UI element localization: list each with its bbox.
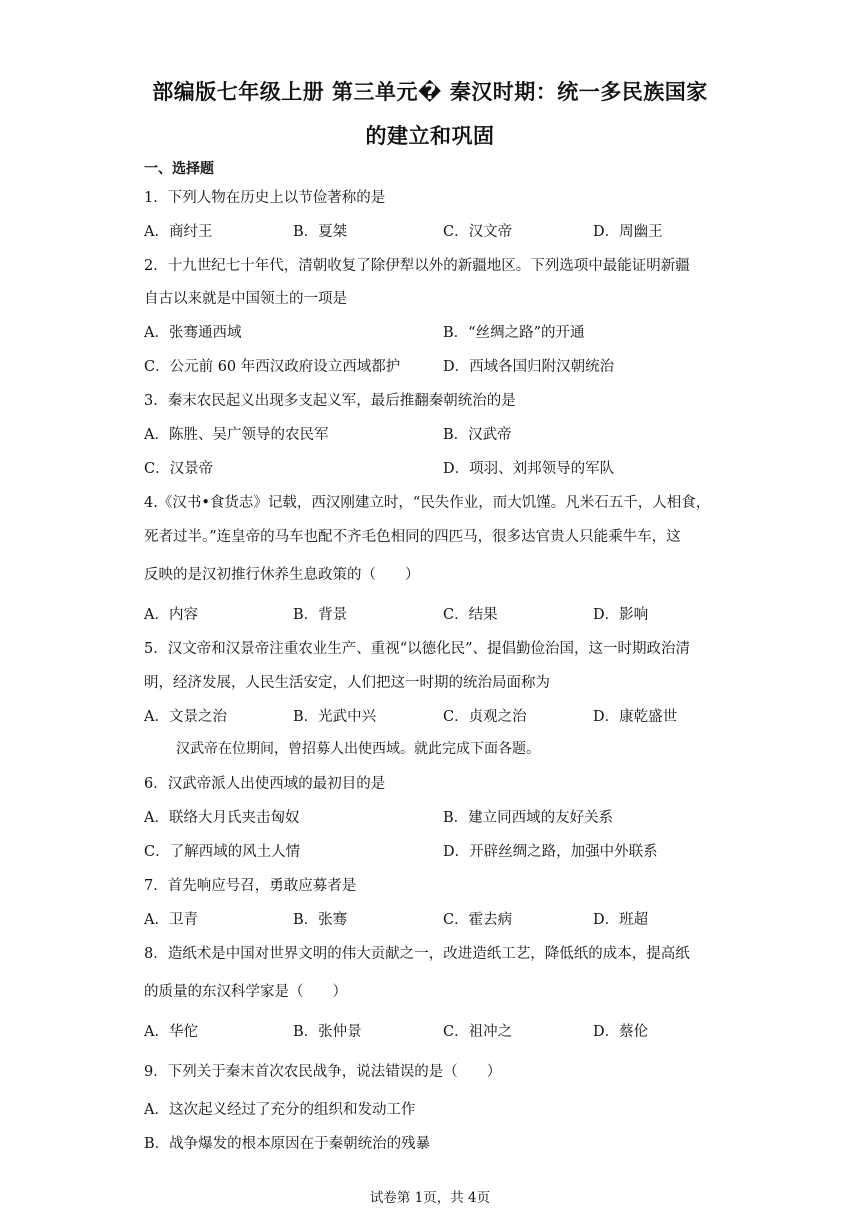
question-8-stem-line-2: 的质量的东汉科学家是（ ） xyxy=(144,984,347,1000)
question-7-stem: 7．首先响应号召，勇敢应募者是 xyxy=(144,878,357,894)
question-6-stem: 6．汉武帝派人出使西域的最初目的是 xyxy=(144,776,386,792)
question-4-stem-line-1: 4.《汉书•食货志》记载，西汉刚建立时，“民失作业，而大饥馑。凡米石五千，人相食， xyxy=(144,495,711,511)
question-6-option-c: C．了解西域的风土人情 xyxy=(144,844,301,860)
question-8-option-b: B．张仲景 xyxy=(293,1024,362,1040)
question-4-option-d: D．影响 xyxy=(593,607,649,623)
question-2-option-c: C．公元前 60 年西汉政府设立西域都护 xyxy=(144,359,401,375)
page-title-line-1: 部编版七年级上册 第三单元� 秦汉时期：统一多民族国家 xyxy=(152,80,708,104)
question-5-option-d: D．康乾盛世 xyxy=(593,709,678,725)
question-3-stem: 3．秦末农民起义出现多支起义军，最后推翻秦朝统治的是 xyxy=(144,393,516,409)
question-9-stem: 9．下列关于秦末首次农民战争，说法错误的是（ ） xyxy=(144,1064,502,1080)
question-3-option-d: D．项羽、刘邦领导的军队 xyxy=(443,461,615,477)
question-1-option-a: A．商纣王 xyxy=(144,224,213,240)
reading-note: 汉武帝在位期间，曾招募人出使西域。就此完成下面各题。 xyxy=(176,741,540,757)
question-6-option-a: A．联络大月氏夹击匈奴 xyxy=(144,810,300,826)
question-7-option-c: C．霍去病 xyxy=(443,912,513,928)
question-9-option-a: A．这次起义经过了充分的组织和发动工作 xyxy=(144,1102,416,1118)
question-4-option-b: B．背景 xyxy=(293,607,348,623)
question-8-stem-line-1: 8．造纸术是中国对世界文明的伟大贡献之一，改进造纸工艺，降低纸的成本，提高纸 xyxy=(144,946,690,962)
question-9-option-b: B．战争爆发的根本原因在于秦朝统治的残暴 xyxy=(144,1136,431,1152)
question-7-option-b: B．张骞 xyxy=(293,912,348,928)
question-6-option-d: D．开辟丝绸之路，加强中外联系 xyxy=(443,844,658,860)
question-6-option-b: B．建立同西域的友好关系 xyxy=(443,810,614,826)
question-4-option-a: A．内容 xyxy=(144,607,198,623)
question-2-option-d: D．西域各国归附汉朝统治 xyxy=(443,359,615,375)
question-4-option-c: C．结果 xyxy=(443,607,498,623)
question-5-stem-line-2: 明，经济发展，人民生活安定，人们把这一时期的统治局面称为 xyxy=(144,675,550,691)
question-5-stem-line-1: 5．汉文帝和汉景帝注重农业生产、重视“以德化民”、提倡勤俭治国，这一时期政治清 xyxy=(144,641,691,657)
question-7-option-d: D．班超 xyxy=(593,912,649,928)
question-3-option-c: C．汉景帝 xyxy=(144,461,214,477)
question-4-stem-line-3: 反映的是汉初推行休养生息政策的（ ） xyxy=(144,567,420,583)
question-2-stem-line-2: 自古以来就是中国领土的一项是 xyxy=(144,291,347,307)
question-2-stem-line-1: 2．十九世纪七十年代，清朝收复了除伊犁以外的新疆地区。下列选项中最能证明新疆 xyxy=(144,258,690,274)
question-1-option-c: C．汉文帝 xyxy=(443,224,513,240)
question-3-option-b: B．汉武帝 xyxy=(443,427,512,443)
question-5-option-a: A．文景之治 xyxy=(144,709,227,725)
question-3-option-a: A．陈胜、吴广领导的农民军 xyxy=(144,427,329,443)
question-1-option-d: D．周幽王 xyxy=(593,224,663,240)
page-footer: 试卷第 1页，共 4页 xyxy=(369,1190,491,1206)
section-heading: 一、选择题 xyxy=(144,161,214,177)
question-1-option-b: B．夏桀 xyxy=(293,224,348,240)
page-title-line-2: 的建立和巩固 xyxy=(365,124,495,148)
question-8-option-d: D．蔡伦 xyxy=(593,1024,649,1040)
question-1-stem: 1．下列人物在历史上以节俭著称的是 xyxy=(144,190,386,206)
question-5-option-c: C．贞观之治 xyxy=(443,709,527,725)
question-7-option-a: A．卫青 xyxy=(144,912,198,928)
question-2-option-a: A．张骞通西域 xyxy=(144,325,242,341)
question-2-option-b: B．“丝绸之路”的开通 xyxy=(443,325,585,341)
question-8-option-a: A．华佗 xyxy=(144,1024,198,1040)
question-5-option-b: B．光武中兴 xyxy=(293,709,377,725)
question-4-stem-line-2: 死者过半。”连皇帝的马车也配不齐毛色相同的四匹马，很多达官贵人只能乘牛车，这 xyxy=(144,529,681,545)
question-8-option-c: C．祖冲之 xyxy=(443,1024,513,1040)
